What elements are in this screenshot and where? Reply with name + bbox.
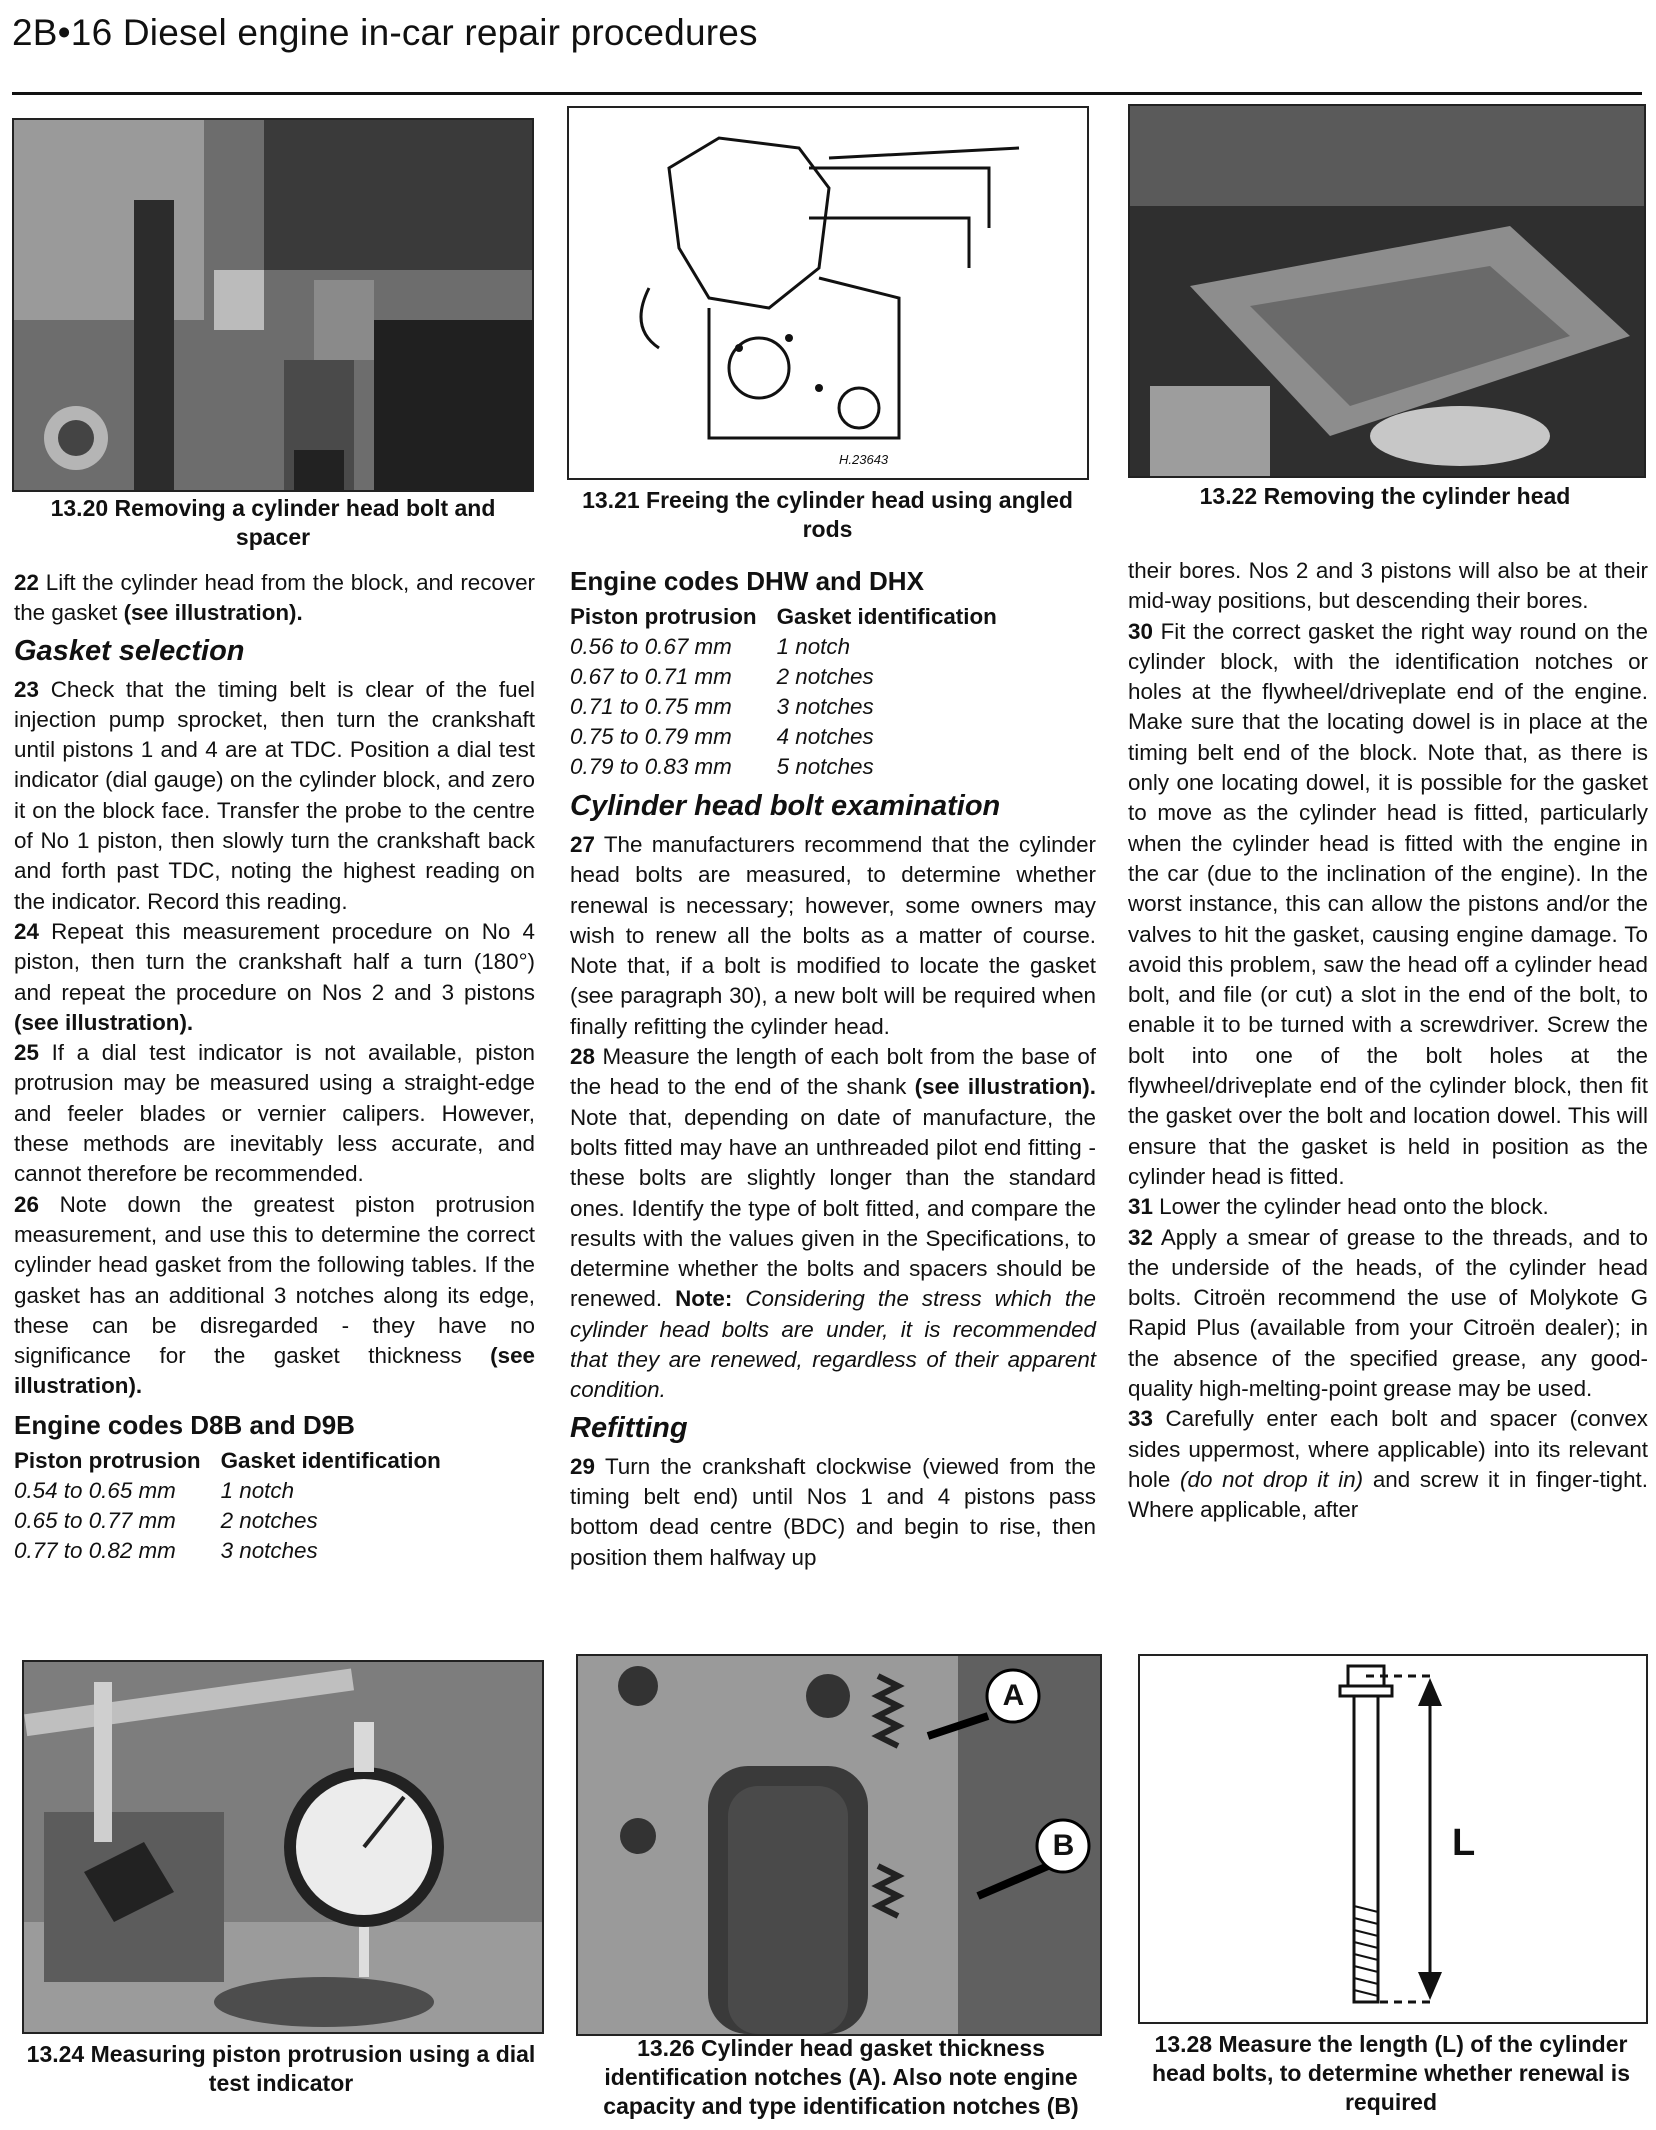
section-heading-gasket-selection: Gasket selection — [14, 634, 245, 667]
figure-13-24-photo — [22, 1660, 544, 2034]
table-heading-d8b-d9b: Engine codes D8B and D9B — [14, 1409, 355, 1440]
chapter-title: Diesel engine in-car repair procedures — [122, 12, 758, 53]
figure-13-22-photo — [1128, 104, 1646, 478]
label-a: A — [1002, 1679, 1025, 1712]
table-row: 0.54 to 0.65 mm 1 notch — [14, 1477, 295, 1503]
figure-number: 13.28 — [1154, 2031, 1213, 2057]
section-heading-bolt-examination: Cylinder head bolt examination — [570, 790, 1001, 822]
paragraph-26: 26 Note down the greatest piston protrusion measurement, and use this to determine the correct cylinder head gasket from the following tables. If the gasket has an additional 3 notches along its edge, these can be disregarded - they have no significance for the gasket thickness (see illustration). — [14, 1191, 535, 1399]
figure-13-28-caption — [1138, 2030, 1644, 2117]
table-header: Piston protrusion — [14, 1447, 201, 1473]
figure-number: 13.22 — [1199, 483, 1258, 509]
paragraph-33: 33 Carefully enter each bolt and spacer (convex sides uppermost, where applicable) into its relevant hole (do not drop it in) and screw it in finger-tight. Where applicable, after — [1128, 1406, 1649, 1523]
paragraph-29: 29 Turn the crankshaft clockwise (viewed from the timing belt end) until Nos 1 and 4 pistons pass bottom dead centre (BDC) and begin to rise, then position them halfway up — [570, 1453, 1096, 1570]
paragraph-32: 32 Apply a smear of grease to the threads, and to the underside of the heads, of the cylinder head bolts. Citroën recommend the use of Molykote G Rapid Plus (available from your Citroën dealer); in the absence of the specified grease, any good-quality high-melting-point grease may be used. — [1128, 1224, 1648, 1402]
page-reference: 2B•16 — [12, 12, 113, 53]
paragraph-22: 22 Lift the cylinder head from the block, and recover the gasket (see illustration). — [14, 570, 535, 626]
figure-caption-text: Removing a cylinder head bolt and spacer — [114, 495, 496, 550]
paragraph-27: 27 The manufacturers recommend that the cylinder head bolts are measured, to determine whether renewal is necessary; however, some owners may wish to renew all the bolts as a matter of course. Note that, if a bolt is modified to locate the gasket (see paragraph 30), a new bolt will be required when finally refitting the cylinder head. — [570, 832, 1096, 1039]
figure-number: 13.24 — [26, 2041, 85, 2067]
figure-13-24-caption — [22, 2040, 540, 2098]
figure-number: 13.26 — [637, 2035, 695, 2061]
figure-caption-text: Removing the cylinder head — [1263, 483, 1571, 509]
table-row: 0.75 to 0.79 mm 4 notches — [570, 724, 874, 749]
figure-13-26-photo — [576, 1654, 1102, 2036]
paragraph-23: 23 Check that the timing belt is clear of the fuel injection pump sprocket, then turn the crankshaft until pistons 1 and 4 are at TDC. Position a dial test indicator (dial gauge) on the cylinder block, and zero it on the block face. Transfer the probe to the centre of No 1 piston, then slowly turn the crankshaft back and forth past TDC, noting the highest reading on the indicator. Record this reading. — [14, 676, 535, 914]
figure-13-22-caption — [1128, 482, 1642, 511]
gasket-table-d8b-d9b — [14, 1446, 461, 1566]
figure-caption-text: Measuring piston protrusion using a dial test indicator — [90, 2041, 536, 2096]
figure-caption-text: Measure the length (L) of the cylinder head bolts, to determine whether renewal is required — [1151, 2031, 1630, 2115]
table-header: Gasket identification — [776, 604, 997, 629]
page-title — [12, 12, 758, 54]
table-row: 0.67 to 0.71 mm 2 notches — [570, 664, 874, 689]
text-column-2 — [570, 558, 1096, 1573]
table-row: 0.65 to 0.77 mm 2 notches — [14, 1507, 318, 1533]
table-heading-dhw-dhx: Engine codes DHW and DHX — [570, 566, 924, 596]
table-header: Piston protrusion — [570, 604, 757, 629]
drawing-reference: H.23643 — [839, 452, 889, 467]
figure-13-20-photo — [12, 118, 534, 492]
figure-13-26-caption — [576, 2034, 1106, 2121]
figure-13-21-drawing — [567, 106, 1089, 480]
label-b: B — [1052, 1829, 1075, 1862]
paragraph-31: 31 Lower the cylinder head onto the block. — [1128, 1194, 1549, 1220]
section-heading-refitting: Refitting — [570, 1411, 688, 1444]
figure-13-28-drawing — [1138, 1654, 1648, 2024]
paragraph-25: 25 If a dial test indicator is not available, piston protrusion may be measured using a straight-edge and feeler blades or vernier calipers. However, these methods are inevitably less accurate, and cannot therefore be recommended. — [14, 1040, 535, 1187]
table-header: Gasket identification — [220, 1447, 441, 1473]
figure-number: 13.20 — [50, 495, 109, 521]
figure-caption-text: Cylinder head gasket thickness identification notches (A). Also note engine capacity and type identification notches (B) — [603, 2035, 1079, 2119]
paragraph-30: 30 Fit the correct gasket the right way round on the cylinder block, with the identification notches or holes at the flywheel/driveplate end of the engine. Make sure that the locating dowel is in place at the timing belt end of the block. Note that, as there is only one locating dowel, it is possible for the gasket to move as the cylinder head is fitted, particularly when the cylinder head is fitted with the engine in the car (due to the inclination of the engine). In the worst instance, this can allow the pistons and/or the valves to hit the gasket, causing engine damage. To avoid this problem, saw the head off a cylinder head bolt, and file (or cut) a slot in the end of the bolt, to enable it to be turned with a screwdriver. Screw the bolt into one of the bolt holes at the flywheel/driveplate end of the cylinder block, then fit the gasket over the bolt and location dowel. This will ensure that the gasket is held in position as the cylinder head is fitted. — [1128, 618, 1648, 1189]
text-column-3 — [1128, 556, 1648, 1526]
figure-caption-text: Freeing the cylinder head using angled rods — [646, 487, 1073, 542]
table-row: 0.56 to 0.67 mm 1 notch — [570, 634, 851, 659]
figure-number: 13.21 — [582, 487, 640, 513]
table-row: 0.77 to 0.82 mm 3 notches — [14, 1537, 318, 1563]
label-l: L — [1452, 1822, 1476, 1864]
paragraph-28: 28 Measure the length of each bolt from the base of the head to the end of the shank (see illustration). Note that, depending on date of manufacture, the bolts fitted may have an unthreaded pilot end fitting - these bolts are slightly longer than the standard ones. Identify the type of bolt fitted, and compare the results with the values given in the Specifications, to determine whether the bolts and spacers should be renewed. Note: Considering the stress which the cylinder head bolts are under, it is recommended that they are renewed, regardless of their apparent condition. — [570, 1044, 1096, 1403]
figure-13-21-caption — [570, 486, 1085, 544]
page-header — [12, 4, 1642, 95]
text-column-1 — [14, 568, 535, 1572]
paragraph-29-continued: their bores. Nos 2 and 3 pistons will also be at their mid-way positions, but descending their bores. — [1128, 558, 1648, 614]
table-row: 0.71 to 0.75 mm 3 notches — [570, 694, 874, 719]
gasket-table-dhw-dhx — [570, 602, 1017, 782]
table-row: 0.79 to 0.83 mm 5 notches — [570, 754, 874, 779]
figure-13-20-caption — [18, 494, 528, 552]
paragraph-24: 24 Repeat this measurement procedure on No 4 piston, then turn the crankshaft half a turn (180°) and repeat the procedure on Nos 2 and 3 pistons (see illustration). — [14, 918, 535, 1035]
